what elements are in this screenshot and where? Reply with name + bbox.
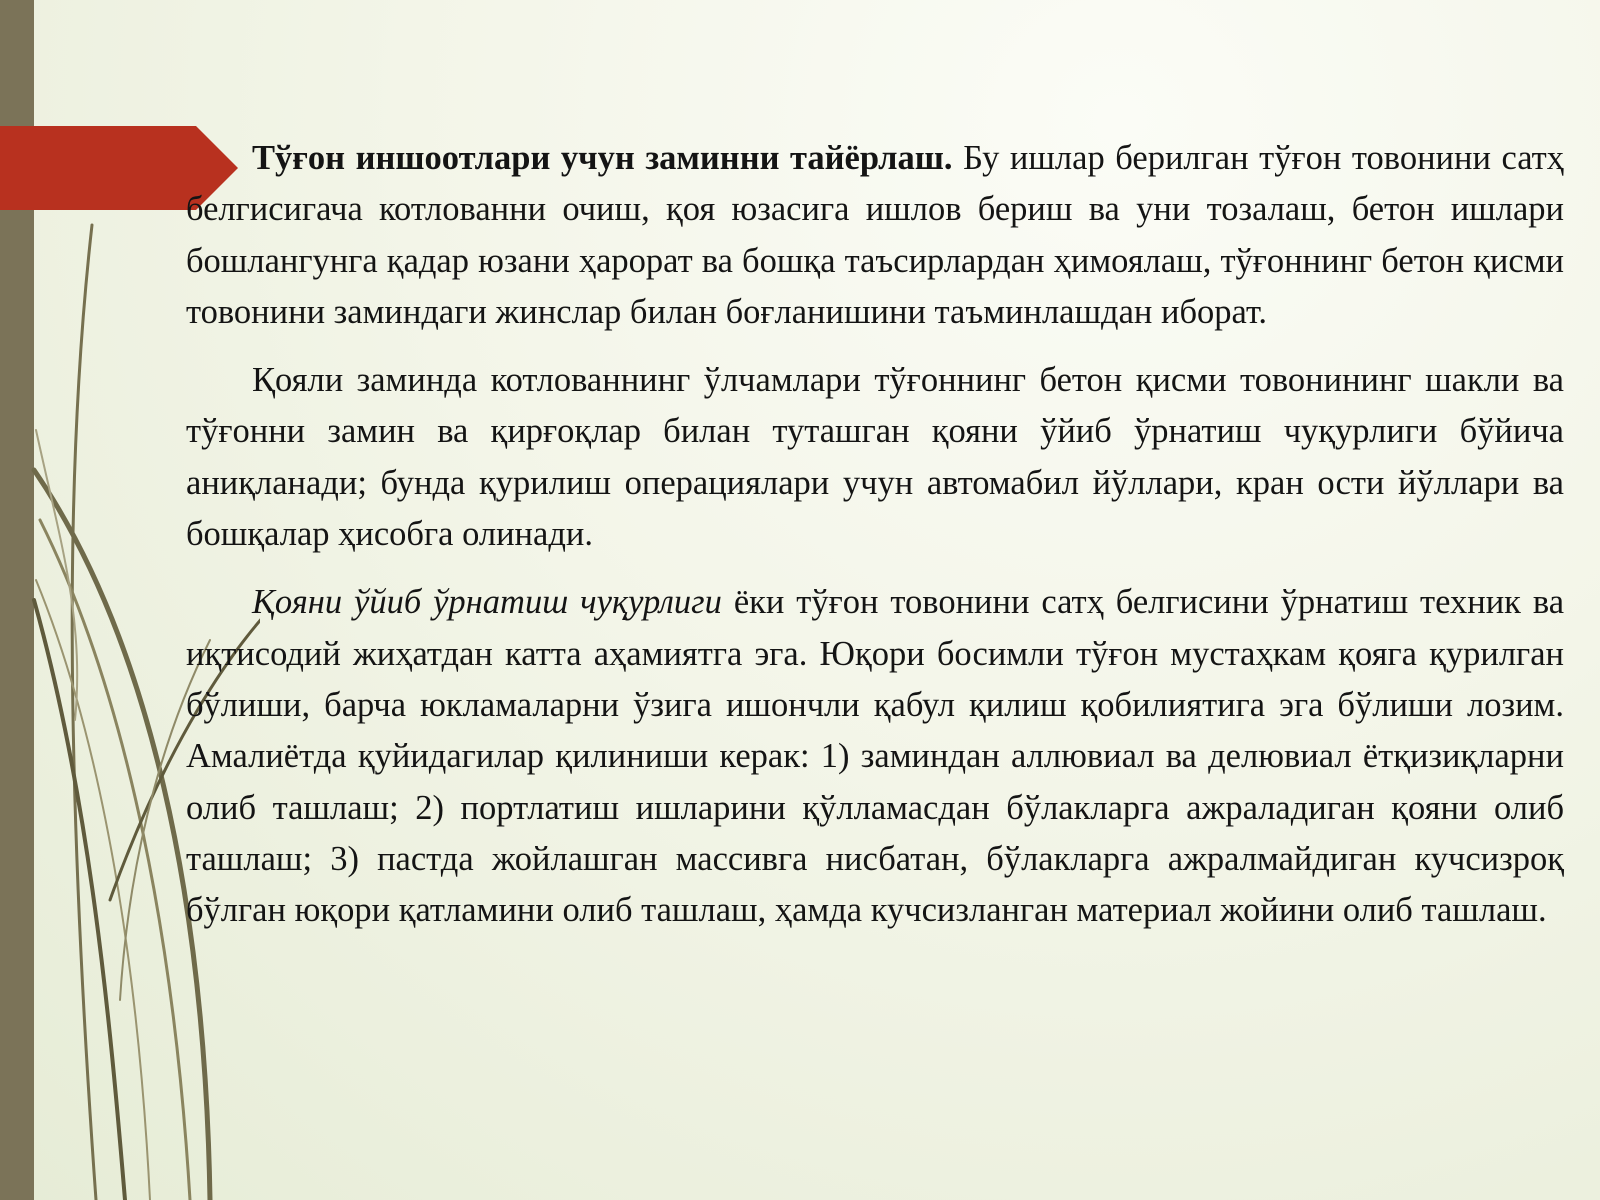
paragraph-2-text: Қояли заминда котлованнинг ўлчамлари тўғоннинг бетон қисми товонининг шакли ва тўғонни замин ва қирғоқлар билан туташган қояни ўйиб ўрнатиш чуқурлиги бўйича аниқланади; бунда қурилиш операциялари учун автомабил йўллари, кран ости йўллари ва бошқалар ҳисобга олинади. xyxy=(186,361,1564,554)
paragraph-3-text: ёки тўғон товонини сатҳ белгисини ўрнатиш техник ва иқтисодий жиҳатдан катта аҳамиятга эга. Юқори босимли тўғон мустаҳкам қояга қурилган бўлиши, барча юкламаларни ўзига ишончли қабул қилиш қобилиятига эга бўлиши лозим. Амалиётда қуйидагилар қилиниши керак: 1) заминдан аллювиал ва делювиал ётқизиқларни олиб ташлаш; 2) портлатиш ишларини қўлламасдан бўлакларга ажраладиган қояни олиб ташлаш; 3) пастда жойлашган массивга нисбатан, бўлакларга ажралмайдиган кучсизроқ бўлган юқори қатламини олиб ташлаш, ҳамда кучсизланган материал жойини олиб ташлаш. xyxy=(186,583,1565,930)
paragraph-3-lead: Қояни ўйиб ўрнатиш чуқурлиги xyxy=(252,583,722,622)
paragraph-3 xyxy=(186,577,1564,936)
slide-body xyxy=(186,133,1564,953)
paragraph-1-heading: Тўғон иншоотлари учун заминни тайёрлаш. xyxy=(252,139,953,177)
paragraph-1 xyxy=(186,133,1564,338)
paragraph-1-text: Бу ишлар берилган тўғон товонини сатҳ белгисигача котлованни очиш, қоя юзасига ишлов бериш ва уни тозалаш, бетон ишлари бошлангунга қадар юзани ҳарорат ва бошқа таъсирлардан ҳимоялаш, тўғоннинг бетон қисми товонини заминдаги жинслар билан боғланишини таъминлашдан иборат. xyxy=(186,139,1564,331)
paragraph-2 xyxy=(186,355,1564,560)
